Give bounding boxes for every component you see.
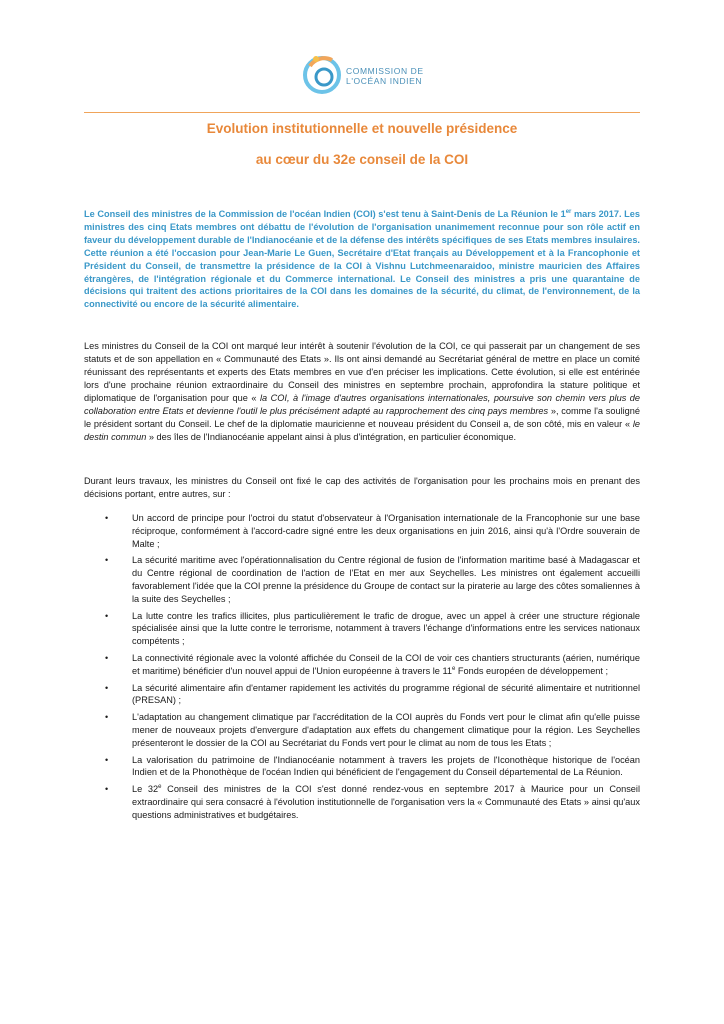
list-item xyxy=(84,652,640,678)
list-item-sup: e xyxy=(158,784,162,791)
list-item-text: La connectivité régionale avec la volonté affichée du Conseil de la COI de voir ces chantiers structurants (aérien, numérique et maritime) bénéficier d'un nouvel appui de l'Union européenne à travers le 11 xyxy=(132,652,640,676)
list-item xyxy=(84,711,640,749)
bullet-marker: • xyxy=(105,513,109,523)
list-item-text: La valorisation du patrimoine de l'Indianocéanie notamment à travers les projets de l'Iconothèque historique de l'océan Indien et de la Phonothèque de l'océan Indien qui bénéficient de l'engagement du Conseil départemental de La Réunion. xyxy=(132,754,640,778)
p1-quote-1: la COI, à l'image d'autres organisations internationales, poursuive son chemin vers plus de collaboration entre Etats et devienne l'outil le plus précisément adapté au rapprochement des cinq pays membres xyxy=(84,393,641,416)
list-item-text: L'adaptation au changement climatique par l'accréditation de la COI auprès du Fonds vert pour le climat afin qu'elle puisse mener de nouveaux projets d'envergure d'adaptation aux effets du changement climatique pour la région. Les Seychelles présenteront le dossier de la COI au Secrétariat du Fonds vert pour le climat au nom de tous les Etats ; xyxy=(132,712,640,748)
p1-text-3: » des îles de l'Indianocéanie appelant ainsi à plus d'intégration, en particulier économique. xyxy=(146,432,517,442)
bullet-marker: • xyxy=(105,555,109,566)
title-line-2: au cœur du 32e conseil de la COI xyxy=(255,152,469,167)
list-item-text: Le 32 xyxy=(132,784,159,795)
coi-logo-icon xyxy=(302,52,342,96)
list-item xyxy=(84,610,640,648)
list-item-text: Un accord de principe pour l'octroi du statut d'observateur à l'Organisation internationale de la Francophonie sur une base réciproque, conformément à l'accord-cadre signé entre les deux organisations en juin 2016, ainsi qu'à l'Ordre souverain de Malte ; xyxy=(132,513,640,549)
p1-text-1: Les ministres du Conseil de la COI ont marqué leur intérêt à soutenir l'évolution de la COI, ce qui passerait par un changement de ses statuts et de son appellation en « Communauté des Etats ». Ils ont ainsi demandé au Secrétariat général de mettre en place un comité réunissant des représentants et experts des Etats membres en vue d'en préciser les implications. Cette évolution, si elle est entérinée lors d'une prochaine réunion extraordinaire du Conseil des ministres en septembre prochain, approfondira la stature politique et diplomatique de l'organisation pour que « xyxy=(84,341,640,403)
list-item-text-2: Conseil des ministres de la COI s'est donné rendez-vous en septembre 2017 à Maurice pour un Conseil extraordinaire qui sera consacré à l'évolution institutionnelle de l'organisation vers la « Communauté des Etats » ainsi qu'aux questions administratives et budgétaires. xyxy=(132,784,640,820)
intro-sup: er xyxy=(565,208,572,215)
list-item-sup: e xyxy=(452,665,456,672)
list-item xyxy=(84,512,640,550)
intro-paragraph xyxy=(84,208,640,311)
list-item xyxy=(84,682,640,708)
logo-line-2: L'OCÉAN INDIEN xyxy=(346,76,423,86)
bullet-marker: • xyxy=(105,784,109,795)
title-line-1: Evolution institutionnelle et nouvelle présidence xyxy=(206,121,518,136)
list-item xyxy=(84,554,640,605)
p1-text-2: », comme l'a souligné le président sortant du Conseil. Le chef de la diplomatie mauricienne et nouveau président du Conseil a, de son côté, mis en valeur « xyxy=(84,406,640,429)
list-item xyxy=(84,783,640,821)
list-item-text: La sécurité alimentaire afin d'entamer rapidement les activités du programme régional de sécurité alimentaire et nutritionnel (PRESAN) ; xyxy=(132,682,640,706)
bullet-marker: • xyxy=(105,610,109,621)
body-paragraph-1 xyxy=(84,340,640,444)
bullet-marker: • xyxy=(105,652,109,663)
logo-text xyxy=(346,66,424,86)
logo-line-1: COMMISSION DE xyxy=(346,66,424,76)
body-paragraph-2: Durant leurs travaux, les ministres du Conseil ont fixé le cap des activités de l'organisation pour les prochains mois en prenant des décisions portant, entre autres, sur : xyxy=(84,476,640,499)
bullet-marker: • xyxy=(105,754,109,765)
bullet-marker: • xyxy=(105,682,109,693)
list-item-text: La lutte contre les trafics illicites, plus particulièrement le trafic de drogue, avec un appel à créer une structure régionale spécialisée ainsi que la lutte contre le terrorisme, notamment à travers l'échange d'informations entre les services nationaux compétents ; xyxy=(132,610,640,647)
intro-text-2: mars 2017. Les ministres des cinq Etats membres ont débattu de l'évolution de l'organisation unanimement reconnue pour son rôle actif en faveur du développement durable de l'Indianocéanie et de la défense des intérêts spécifiques de ses Etats membres insulaires. Cette réunion a été l'occasion pour Jean-Marie Le Guen, Secrétaire d'Etat français au Développement et à la Francophonie et Président du Conseil, de transmettre la présidence de la COI à Vishnu Lutchmeenaraidoo, ministre mauricien des Affaires étrangères, de l'intégration régionale et du Commerce international. Le Conseil des ministres a pris une quarantaine de décisions qui traitent des actions prioritaires de la COI dans les domaines de la sécurité, du climat, de l'environnement, de la connectivité ou encore de la sécurité alimentaire. xyxy=(84,209,640,310)
list-item-text-2: Fonds européen de développement ; xyxy=(455,665,609,676)
p1-quote-2: le destin commun xyxy=(84,419,640,442)
list-item xyxy=(84,754,640,780)
intro-text-1: Le Conseil des ministres de la Commission de l'océan Indien (COI) s'est tenu à Saint-Denis de La Réunion le 1 xyxy=(84,209,566,219)
bullet-marker: • xyxy=(105,712,109,723)
header-divider xyxy=(84,112,640,113)
coi-logo xyxy=(302,52,442,98)
decision-list xyxy=(84,512,640,826)
list-item-text: La sécurité maritime avec l'opérationnalisation du Centre régional de fusion de l'information maritime basé à Madagascar et du Centre régional de coordination de l'action de l'Etat en mer aux Seychelles. Les ministres ont également accueilli favorablement l'idée que la COI prenne la présidence du Groupe de contact sur la piraterie au large des côtes somaliennes à la suite des Seychelles ; xyxy=(132,555,640,604)
